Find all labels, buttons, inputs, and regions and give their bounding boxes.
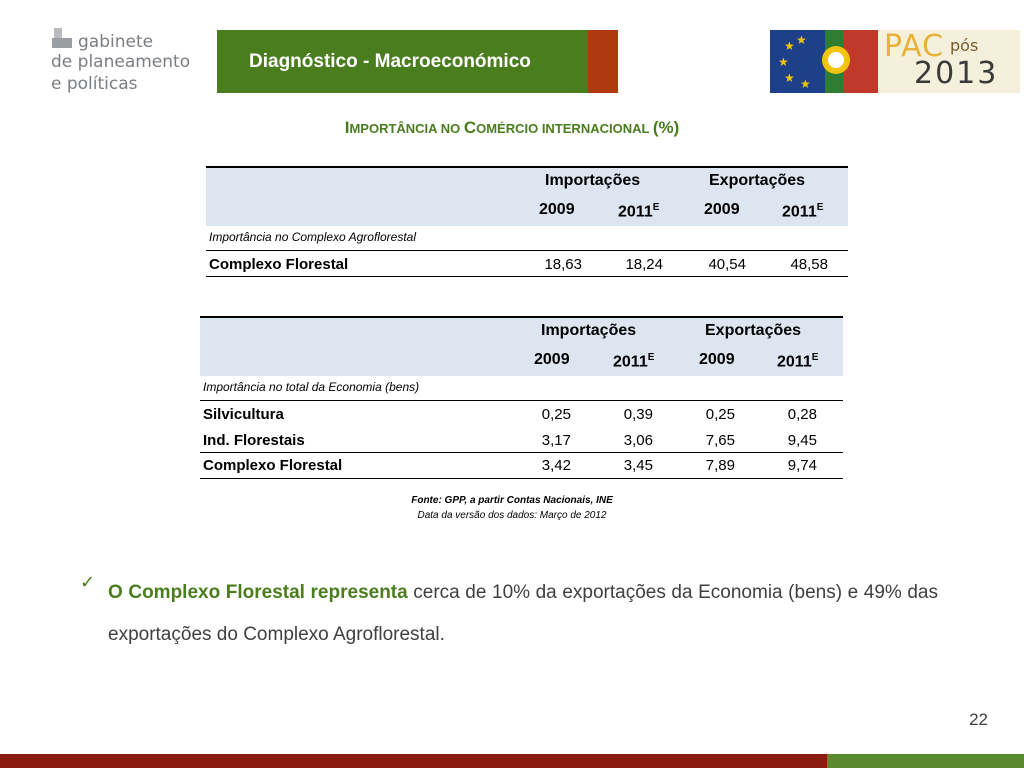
heading-rest-2: OMÉRCIO INTERNACIONAL [476,121,653,136]
cell-value: 3,17 [541,432,571,449]
bullet-highlight: O Complexo Florestal representa [108,582,408,603]
svg-text:★: ★ [778,55,789,69]
cell-value: 3,06 [623,432,653,449]
cell-value: 18,63 [544,256,582,273]
cell-value: 9,74 [787,457,817,474]
bullet-rest: cerca de 10% da exportações da Economia (bens) e 49% das exportações do Complexo Agroflorestal. [108,582,938,645]
table-agroflorestal [206,166,848,278]
col-imp-2011e: $2011^E$ [618,202,660,221]
col-imp-2009: 2009 [539,201,575,218]
logo-text-line1: gabinete [78,32,154,52]
row-label: Complexo Florestal [209,256,349,273]
checkmark-icon: ✓ [80,572,96,593]
col-exp-2011e: $2011^E$ [777,352,819,371]
svg-text:★: ★ [784,39,795,53]
cell-value: 7,65 [705,432,735,449]
pac-word: PAC [884,29,945,64]
banner-red-block [588,30,618,93]
cell-value: 0,25 [541,406,571,423]
gpp-logo [50,26,210,96]
cell-value: 3,45 [623,457,653,474]
footer-bar-red [0,754,827,768]
pac-year: 2013 [914,56,999,91]
table-economia [200,316,843,480]
col-exp-2009: 2009 [704,201,740,218]
category-label: Importância no total da Economia (bens) [203,380,420,394]
banner-green-block [217,30,588,93]
row-divider [200,452,843,453]
table-bottom-border [200,478,843,479]
heading-cap-2: C [463,118,477,137]
col-group-importacoes: Importações [541,322,637,339]
heading-unit: (%) [652,118,680,137]
logo-text-line3: e políticas [51,74,138,94]
row-label: Complexo Florestal [203,457,343,474]
col-group-importacoes: Importações [545,172,641,189]
col-exp-2009: 2009 [699,351,735,368]
svg-text:★: ★ [784,71,795,85]
col-exp-2011e: $2011^E$ [782,202,824,221]
table-bottom-border [206,276,848,277]
slide-title: Diagnóstico - Macroeconómico [249,51,531,72]
logo-mark-icon [50,26,76,50]
row-divider [206,250,848,251]
banner-white-block [618,30,770,93]
section-heading [0,118,1024,138]
heading-rest-1: MPORTÂNCIA NO [349,121,464,136]
bullet-text [108,572,938,656]
category-label: Importância no Complexo Agroflorestal [209,230,416,244]
logo-text-line2: de planeamento [51,52,191,72]
row-label: Ind. Florestais [203,432,305,449]
page-number: 22 [969,710,988,729]
title-banner [217,30,1020,93]
data-version-note: Data da versão dos dados: Março de 2012 [417,510,607,521]
cell-value: 3,42 [541,457,571,474]
col-group-exportacoes: Exportações [709,172,806,189]
eu-portugal-flag-icon [770,30,878,93]
col-imp-2011e: $2011^E$ [613,352,655,371]
svg-text:★: ★ [800,77,811,91]
cell-value: 0,25 [705,406,735,423]
col-group-exportacoes: Exportações [705,322,802,339]
cell-value: 40,54 [708,256,746,273]
cell-value: 48,58 [790,256,828,273]
cell-value: 0,39 [623,406,653,423]
pac-2013-logo [878,30,1020,93]
cell-value: 0,28 [787,406,817,423]
footer-bar-green [827,754,1024,768]
col-imp-2009: 2009 [534,351,570,368]
svg-text:★: ★ [796,33,807,47]
source-note: Fonte: GPP, a partir Contas Nacionais, INE [411,495,613,506]
heading-cap-1: I [344,118,350,137]
row-label: Silvicultura [203,406,284,423]
row-divider [200,400,843,401]
cell-value: 9,45 [787,432,817,449]
cell-value: 18,24 [625,256,663,273]
pac-pos: pós [950,36,979,55]
cell-value: 7,89 [705,457,735,474]
